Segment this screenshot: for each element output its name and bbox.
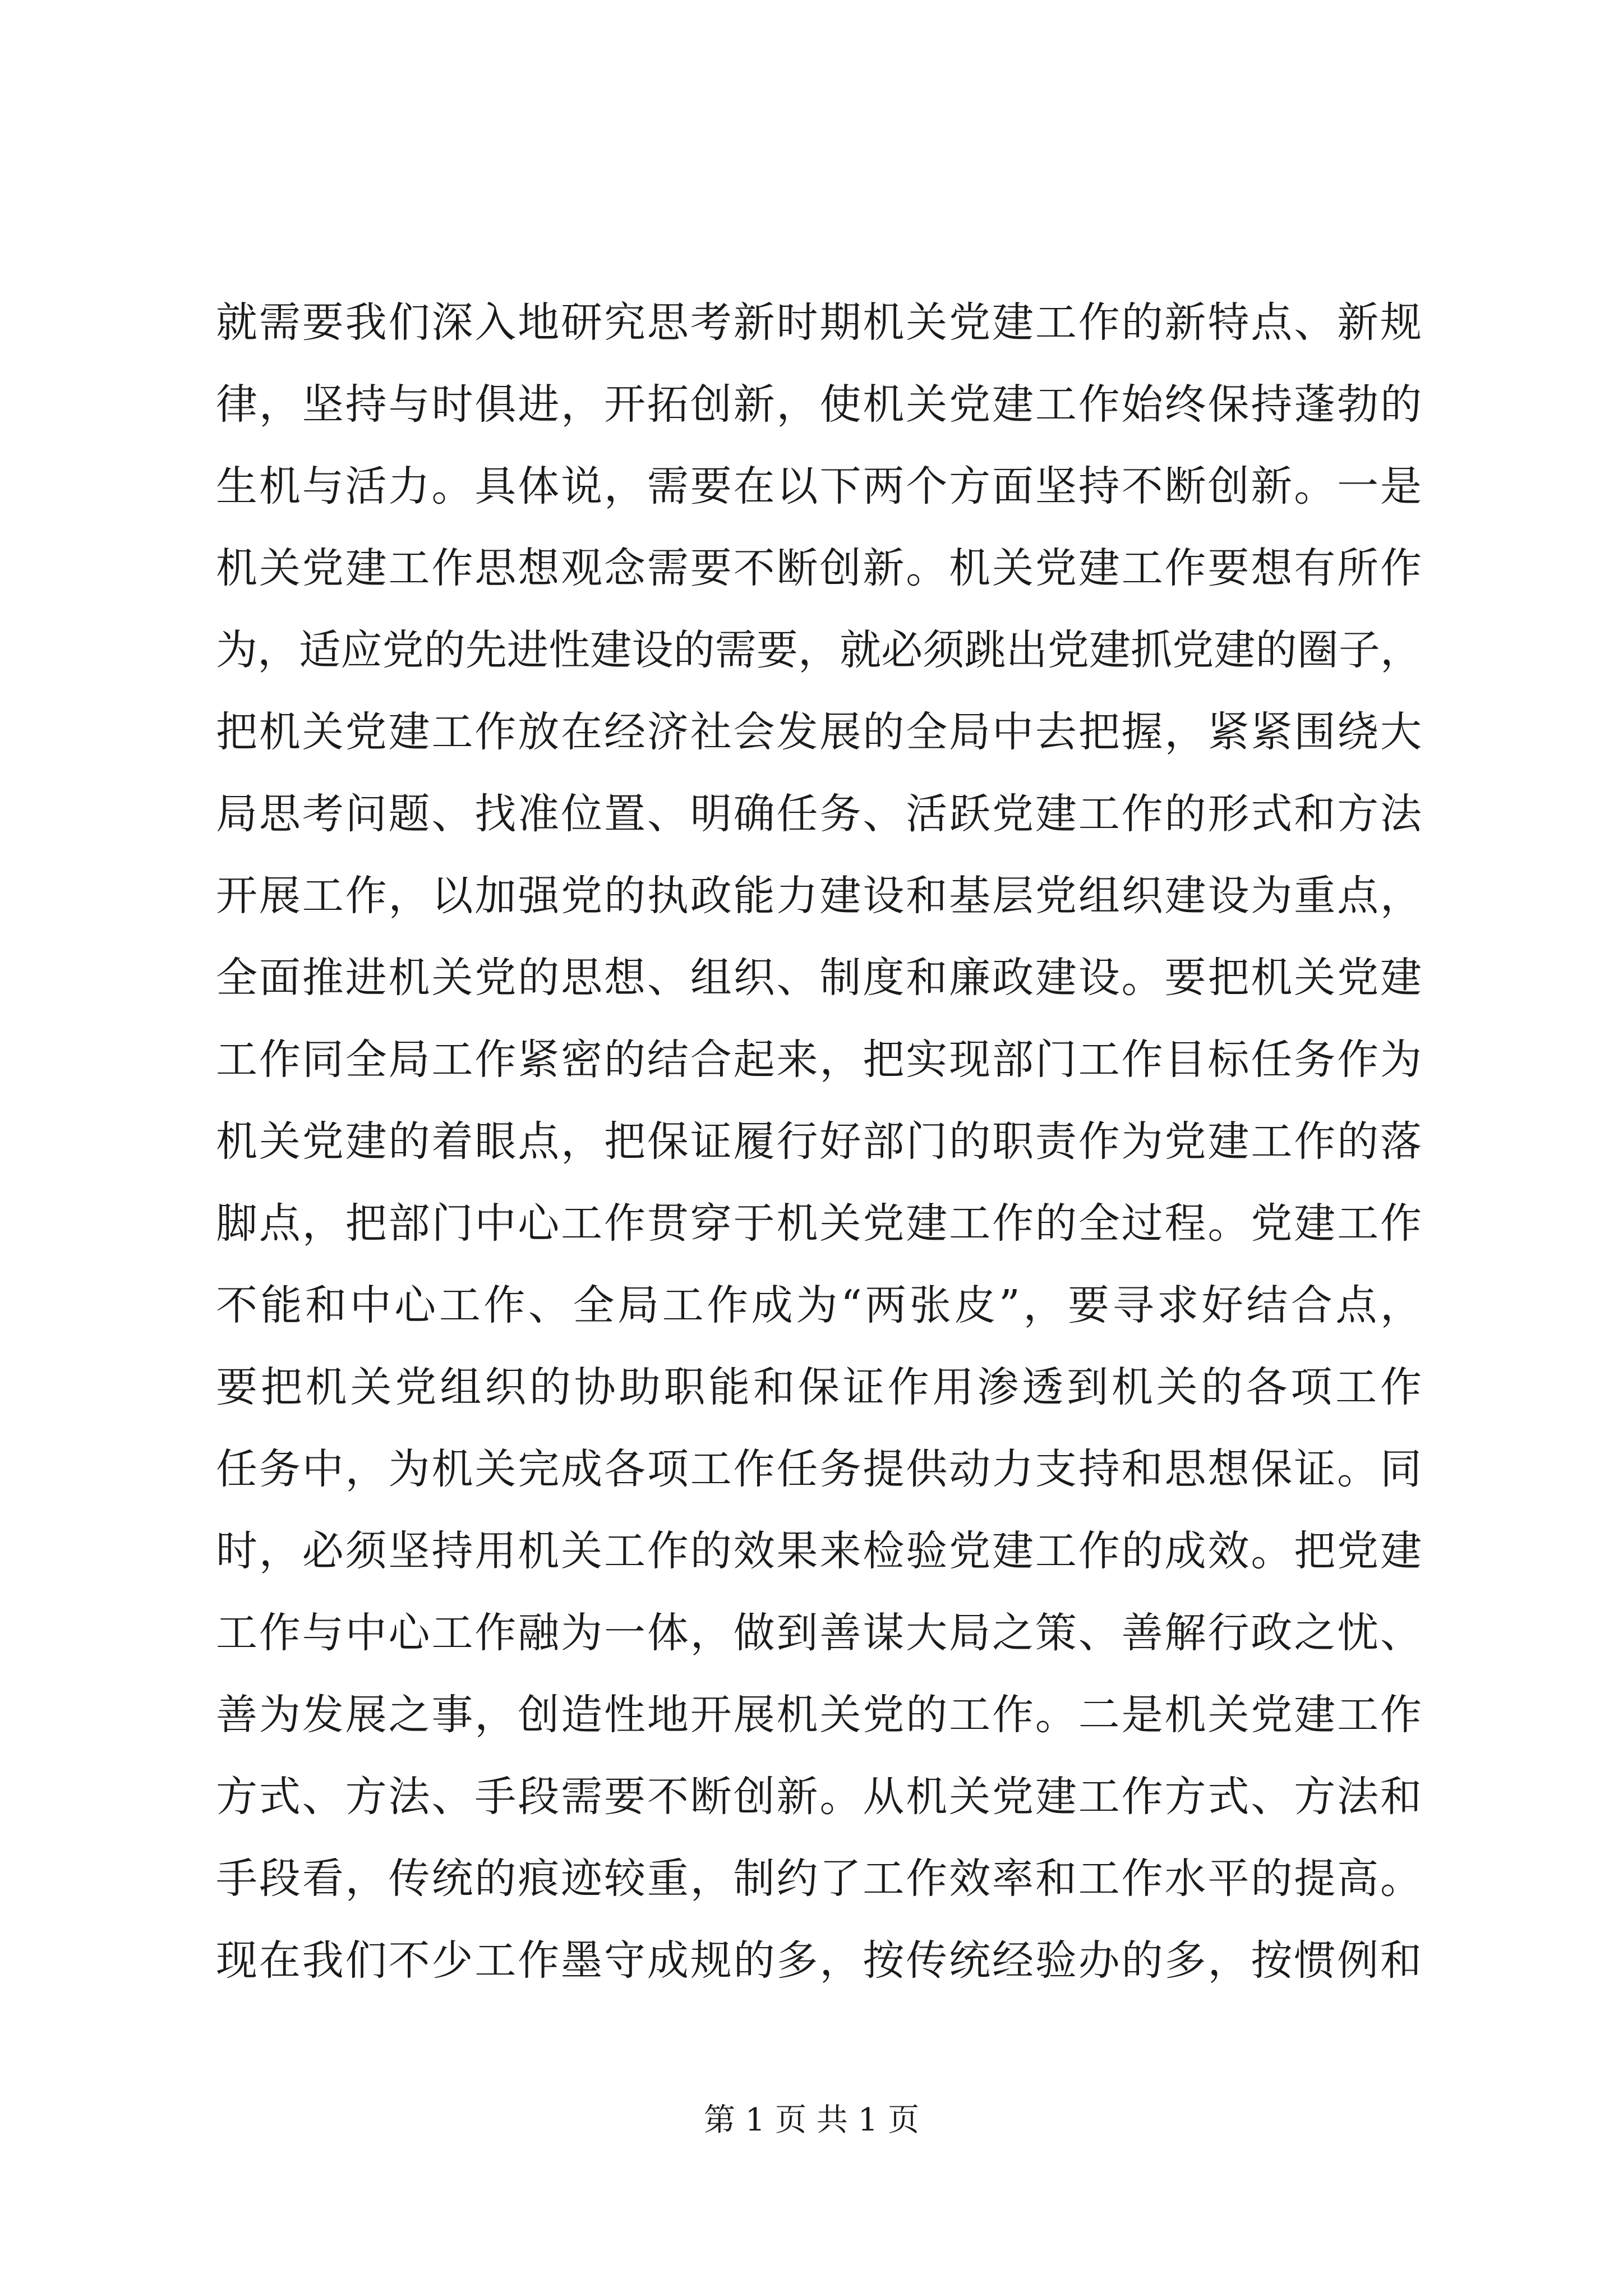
text-line: 手段看，传统的痕迹较重，制约了工作效率和工作水平的提高。 <box>216 1855 1422 1903</box>
text-line: 任务中，为机关完成各项工作任务提供动力支持和思想保证。同 <box>216 1445 1422 1493</box>
text-line: 不能和中心工作、全局工作成为“两张皮”，要寻求好结合点， <box>216 1281 1422 1329</box>
page-footer <box>0 2098 1623 2143</box>
text-line: 工作同全局工作紧密的结合起来，把实现部门工作目标任务作为 <box>216 1036 1422 1084</box>
text-line: 局思考问题、找准位置、明确任务、活跃党建工作的形式和方法 <box>216 790 1422 838</box>
text-line: 全面推进机关党的思想、组织、制度和廉政建设。要把机关党建 <box>216 954 1422 1002</box>
text-line: 要把机关党组织的协助职能和保证作用渗透到机关的各项工作 <box>216 1363 1422 1411</box>
body-text <box>216 282 1422 2001</box>
text-line: 方式、方法、手段需要不断创新。从机关党建工作方式、方法和 <box>216 1773 1422 1821</box>
text-line: 现在我们不少工作墨守成规的多，按传统经验办的多，按惯例和 <box>216 1936 1422 1985</box>
text-line: 脚点，把部门中心工作贯穿于机关党建工作的全过程。党建工作 <box>216 1199 1422 1248</box>
text-line: 开展工作，以加强党的执政能力建设和基层党组织建设为重点， <box>216 872 1422 920</box>
text-line: 善为发展之事，创造性地开展机关党的工作。二是机关党建工作 <box>216 1691 1422 1739</box>
text-line: 工作与中心工作融为一体，做到善谋大局之策、善解行政之忧、 <box>216 1609 1422 1657</box>
text-line: 机关党建的着眼点，把保证履行好部门的职责作为党建工作的落 <box>216 1117 1422 1166</box>
text-line: 律，坚持与时俱进，开拓创新，使机关党建工作始终保持蓬勃的 <box>216 380 1422 429</box>
text-line: 就需要我们深入地研究思考新时期机关党建工作的新特点、新规 <box>216 298 1422 347</box>
page-number-label: 第 1 页 共 1 页 <box>703 2102 920 2138</box>
text-line: 为，适应党的先进性建设的需要，就必须跳出党建抓党建的圈子， <box>216 626 1422 674</box>
text-line: 生机与活力。具体说，需要在以下两个方面坚持不断创新。一是 <box>216 462 1422 510</box>
text-line: 时，必须坚持用机关工作的效果来检验党建工作的成效。把党建 <box>216 1527 1422 1575</box>
text-line: 机关党建工作思想观念需要不断创新。机关党建工作要想有所作 <box>216 544 1422 592</box>
text-line: 把机关党建工作放在经济社会发展的全局中去把握，紧紧围绕大 <box>216 708 1422 756</box>
